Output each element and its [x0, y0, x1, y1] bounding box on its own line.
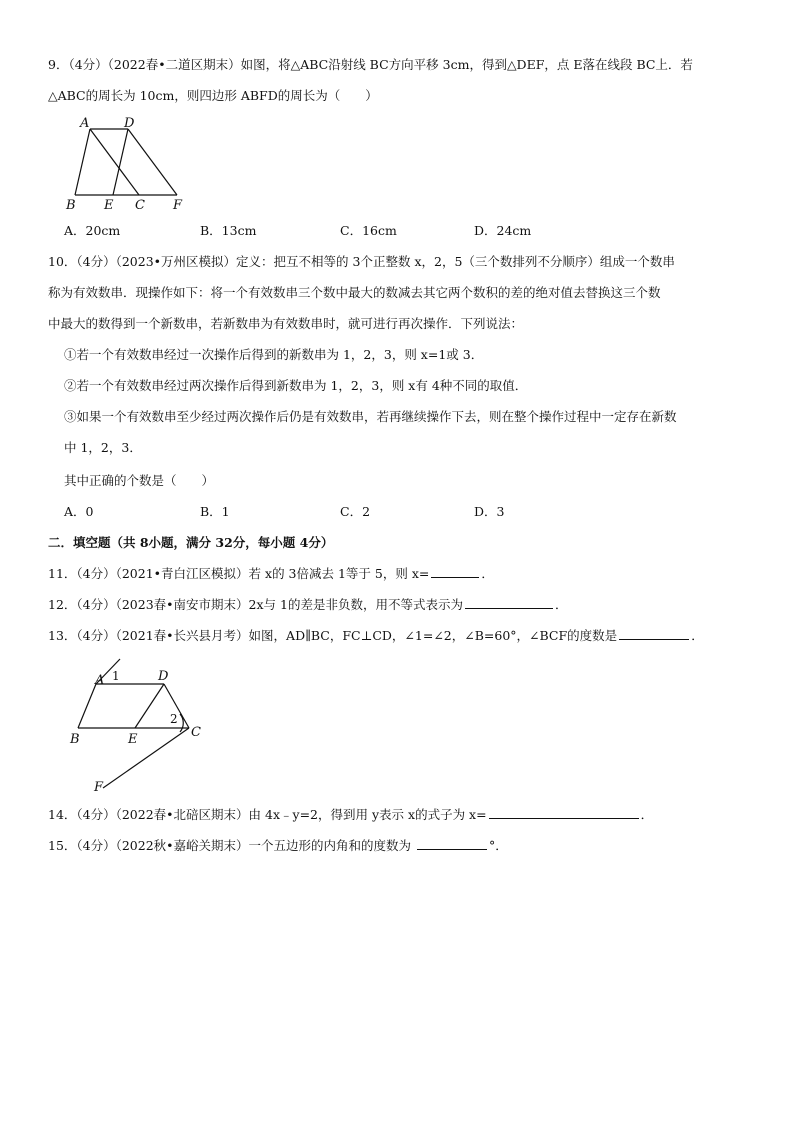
q10-line1: 10．（4分）（2023•万州区模拟）定义：把互不相等的 3个正整数 x，2，5（三个数排列不分顺序）组成一个数串: [48, 254, 675, 269]
q13-label-e: E: [128, 732, 138, 747]
q15-text: 15．（4分）（2022秋•嘉峪关期末）一个五边形的内角和的度数为: [48, 838, 416, 853]
q13-end: ．: [691, 628, 704, 643]
q13-figure: [60, 652, 220, 800]
q10-line3: 中最大的数得到一个新数串，若新数串为有效数串时，就可进行再次操作．下列说法：: [48, 316, 524, 331]
q9-figure: [60, 112, 190, 212]
q9-label-d: D: [124, 116, 135, 131]
q13-label-f: F: [94, 780, 104, 795]
q9-option-a: A．20cm: [64, 223, 121, 238]
q13-answer-blank[interactable]: [619, 627, 689, 640]
q11-text: 11．（4分）（2021•青白江区模拟）若 x的 3倍减去 1等于 5，则 x=: [48, 566, 430, 581]
q12-text: 12．（4分）（2023春•南安市期末）2x与 1的差是非负数，用不等式表示为: [48, 597, 463, 612]
q9-option-b: B．13cm: [200, 223, 257, 238]
q11: [48, 565, 494, 583]
q13-angle-2: 2: [170, 712, 178, 726]
q9-label-f: F: [173, 198, 183, 212]
q13-text: 13．（4分）（2021春•长兴县月考）如图，AD∥BC，FC⊥CD，∠1=∠2，∠B=60°，∠BCF的度数是: [48, 628, 618, 643]
q9-line1: 9．（4分）（2022春•二道区期末）如图，将△ABC沿射线 BC方向平移 3cm，得到△DEF，点 E落在线段 BC上．若: [48, 57, 693, 72]
q11-end: ．: [481, 566, 494, 581]
q15: [48, 837, 508, 855]
q14-end: ．: [640, 807, 654, 822]
q14-answer-blank[interactable]: [489, 806, 639, 819]
q15-end: °．: [489, 838, 508, 853]
q14: [48, 806, 653, 824]
q12-answer-blank[interactable]: [465, 596, 553, 609]
q13-label-c: C: [191, 725, 201, 740]
q10-line2: 称为有效数串．现操作如下：将一个有效数串三个数中最大的数减去其它两个数积的差的绝对值去替换这三个数: [48, 285, 661, 300]
q10-statement-1: ①若一个有效数串经过一次操作后得到的新数串为 1，2，3，则 x=1或 3．: [64, 347, 484, 362]
q10-options: [64, 503, 624, 521]
q11-answer-blank[interactable]: [431, 565, 479, 578]
q14-text: 14．（4分）（2022春•北碚区期末）由 4x﹣y=2，得到用 y表示 x的式子为 x=: [48, 807, 487, 822]
q10-statement-3b: 中 1，2，3．: [64, 440, 142, 455]
q9-option-d: D．24cm: [474, 223, 532, 238]
q10-statement-2: ②若一个有效数串经过两次操作后得到新数串为 1，2，3，则 x有 4种不同的取值．: [64, 378, 528, 393]
q10-statement-3a: ③如果一个有效数串至少经过两次操作后仍是有效数串，若再继续操作下去，则在整个操作过程中一定存在新数: [64, 409, 677, 424]
q9-line2: △ABC的周长为 10cm，则四边形 ABFD的周长为（ ）: [48, 88, 378, 103]
q15-answer-blank[interactable]: [417, 837, 487, 850]
q10-option-c: C．2: [340, 504, 371, 519]
q12-end: ．: [554, 597, 568, 612]
q12: [48, 596, 568, 614]
q13-angle-1: 1: [112, 669, 120, 683]
q9-options: [64, 222, 624, 240]
q10-option-a: A．0: [64, 504, 94, 519]
q10-ask: 其中正确的个数是（ ）: [64, 473, 215, 488]
q9-label-a: A: [80, 116, 90, 131]
q13-label-d: D: [158, 669, 169, 684]
q9-label-e: E: [104, 198, 114, 212]
q9-option-c: C．16cm: [340, 223, 397, 238]
q10-option-b: B．1: [200, 504, 230, 519]
q13: [48, 627, 704, 645]
q13-label-b: B: [70, 732, 80, 747]
q9-label-b: B: [66, 198, 76, 212]
section-heading-fill-in: 二．填空题（共 8小题，满分 32分，每小题 4分）: [48, 535, 334, 550]
q9-label-c: C: [135, 198, 145, 212]
q13-label-a: A: [95, 673, 105, 688]
q10-option-d: D．3: [474, 504, 505, 519]
